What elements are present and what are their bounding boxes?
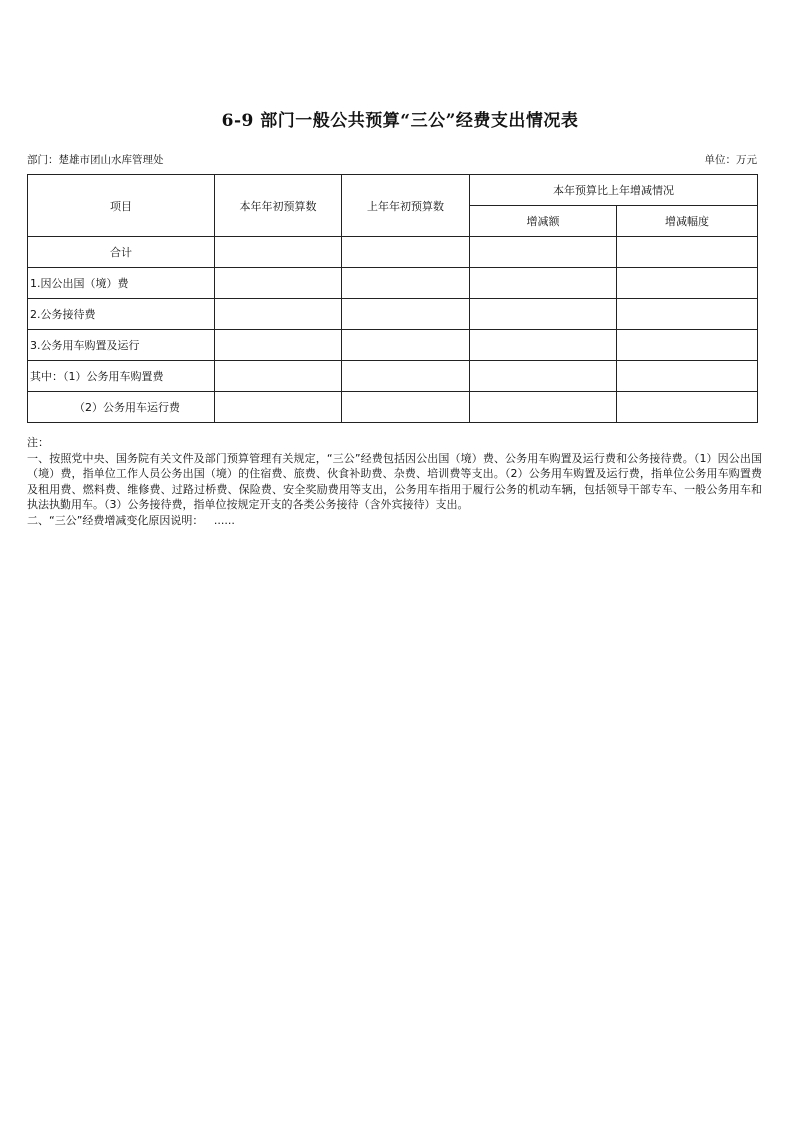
cell-last-year: [342, 237, 470, 268]
cell-last-year: [342, 268, 470, 299]
cell-change-rate: [617, 361, 758, 392]
row-label: 3.公务用车购置及运行: [28, 330, 215, 361]
cell-change-amount: [470, 330, 617, 361]
cell-change-amount: [470, 361, 617, 392]
cell-change-rate: [617, 330, 758, 361]
header-change-rate: 增减幅度: [617, 206, 758, 237]
cell-change-amount: [470, 237, 617, 268]
cell-change-rate: [617, 237, 758, 268]
cell-current-year: [215, 361, 342, 392]
table-row-total: [28, 237, 758, 268]
cell-change-rate: [617, 392, 758, 423]
cell-change-rate: [617, 268, 758, 299]
header-change-amount: 增减额: [470, 206, 617, 237]
row-label: （2）公务用车运行费: [28, 392, 215, 423]
cell-current-year: [215, 392, 342, 423]
table-row-vehicle: [28, 330, 758, 361]
cell-last-year: [342, 330, 470, 361]
notes-paragraph-change-reason: 二、“三公”经费增减变化原因说明： ......: [27, 513, 235, 527]
meta-row: [27, 152, 757, 168]
header-item: 项目: [28, 175, 215, 237]
unit-label: 单位：万元: [704, 154, 757, 166]
header-change-group: 本年预算比上年增减情况: [470, 175, 758, 206]
table-row-vehicle-operation: [28, 392, 758, 423]
cell-last-year: [342, 299, 470, 330]
cell-current-year: [215, 330, 342, 361]
notes-paragraph-definition: 一、按照党中央、国务院有关文件及部门预算管理有关规定，“三公”经费包括因公出国（境）费、公务用车购置及运行费和公务接待费。（1）因公出国（境）费，指单位工作人员公务出国（境）的住宿费、旅费、伙食补助费、杂费、培训费等支出。（2）公务用车购置及运行费，指单位公务用车购置费及租用费、燃料费、维修费、过路过桥费、保险费、安全奖励费用等支出，公务用车指用于履行公务的机动车辆，包括领导干部专车、一般公务用车和执法执勤用车。（3）公务接待费，指单位按规定开支的各类公务接待（含外宾接待）支出。: [27, 451, 762, 511]
budget-table: [27, 174, 758, 423]
table-row-overseas: [28, 268, 758, 299]
row-label: 其中：（1）公务用车购置费: [28, 361, 215, 392]
header-current-year: 本年年初预算数: [215, 175, 342, 237]
cell-current-year: [215, 268, 342, 299]
header-last-year: 上年年初预算数: [342, 175, 470, 237]
cell-change-amount: [470, 268, 617, 299]
row-label: 1.因公出国（境）费: [28, 268, 215, 299]
cell-current-year: [215, 237, 342, 268]
cell-change-amount: [470, 299, 617, 330]
cell-last-year: [342, 361, 470, 392]
cell-change-amount: [470, 392, 617, 423]
department-label: 部门：楚雄市团山水库管理处: [27, 154, 164, 166]
row-label: 2.公务接待费: [28, 299, 215, 330]
cell-change-rate: [617, 299, 758, 330]
cell-last-year: [342, 392, 470, 423]
document-title: 6-9 部门一般公共预算“三公”经费支出情况表: [221, 111, 579, 131]
row-label: 合计: [28, 237, 215, 268]
cell-current-year: [215, 299, 342, 330]
table-row-vehicle-purchase: [28, 361, 758, 392]
table-row-reception: [28, 299, 758, 330]
notes-heading: 注：: [27, 436, 49, 449]
notes-section: [27, 435, 762, 528]
